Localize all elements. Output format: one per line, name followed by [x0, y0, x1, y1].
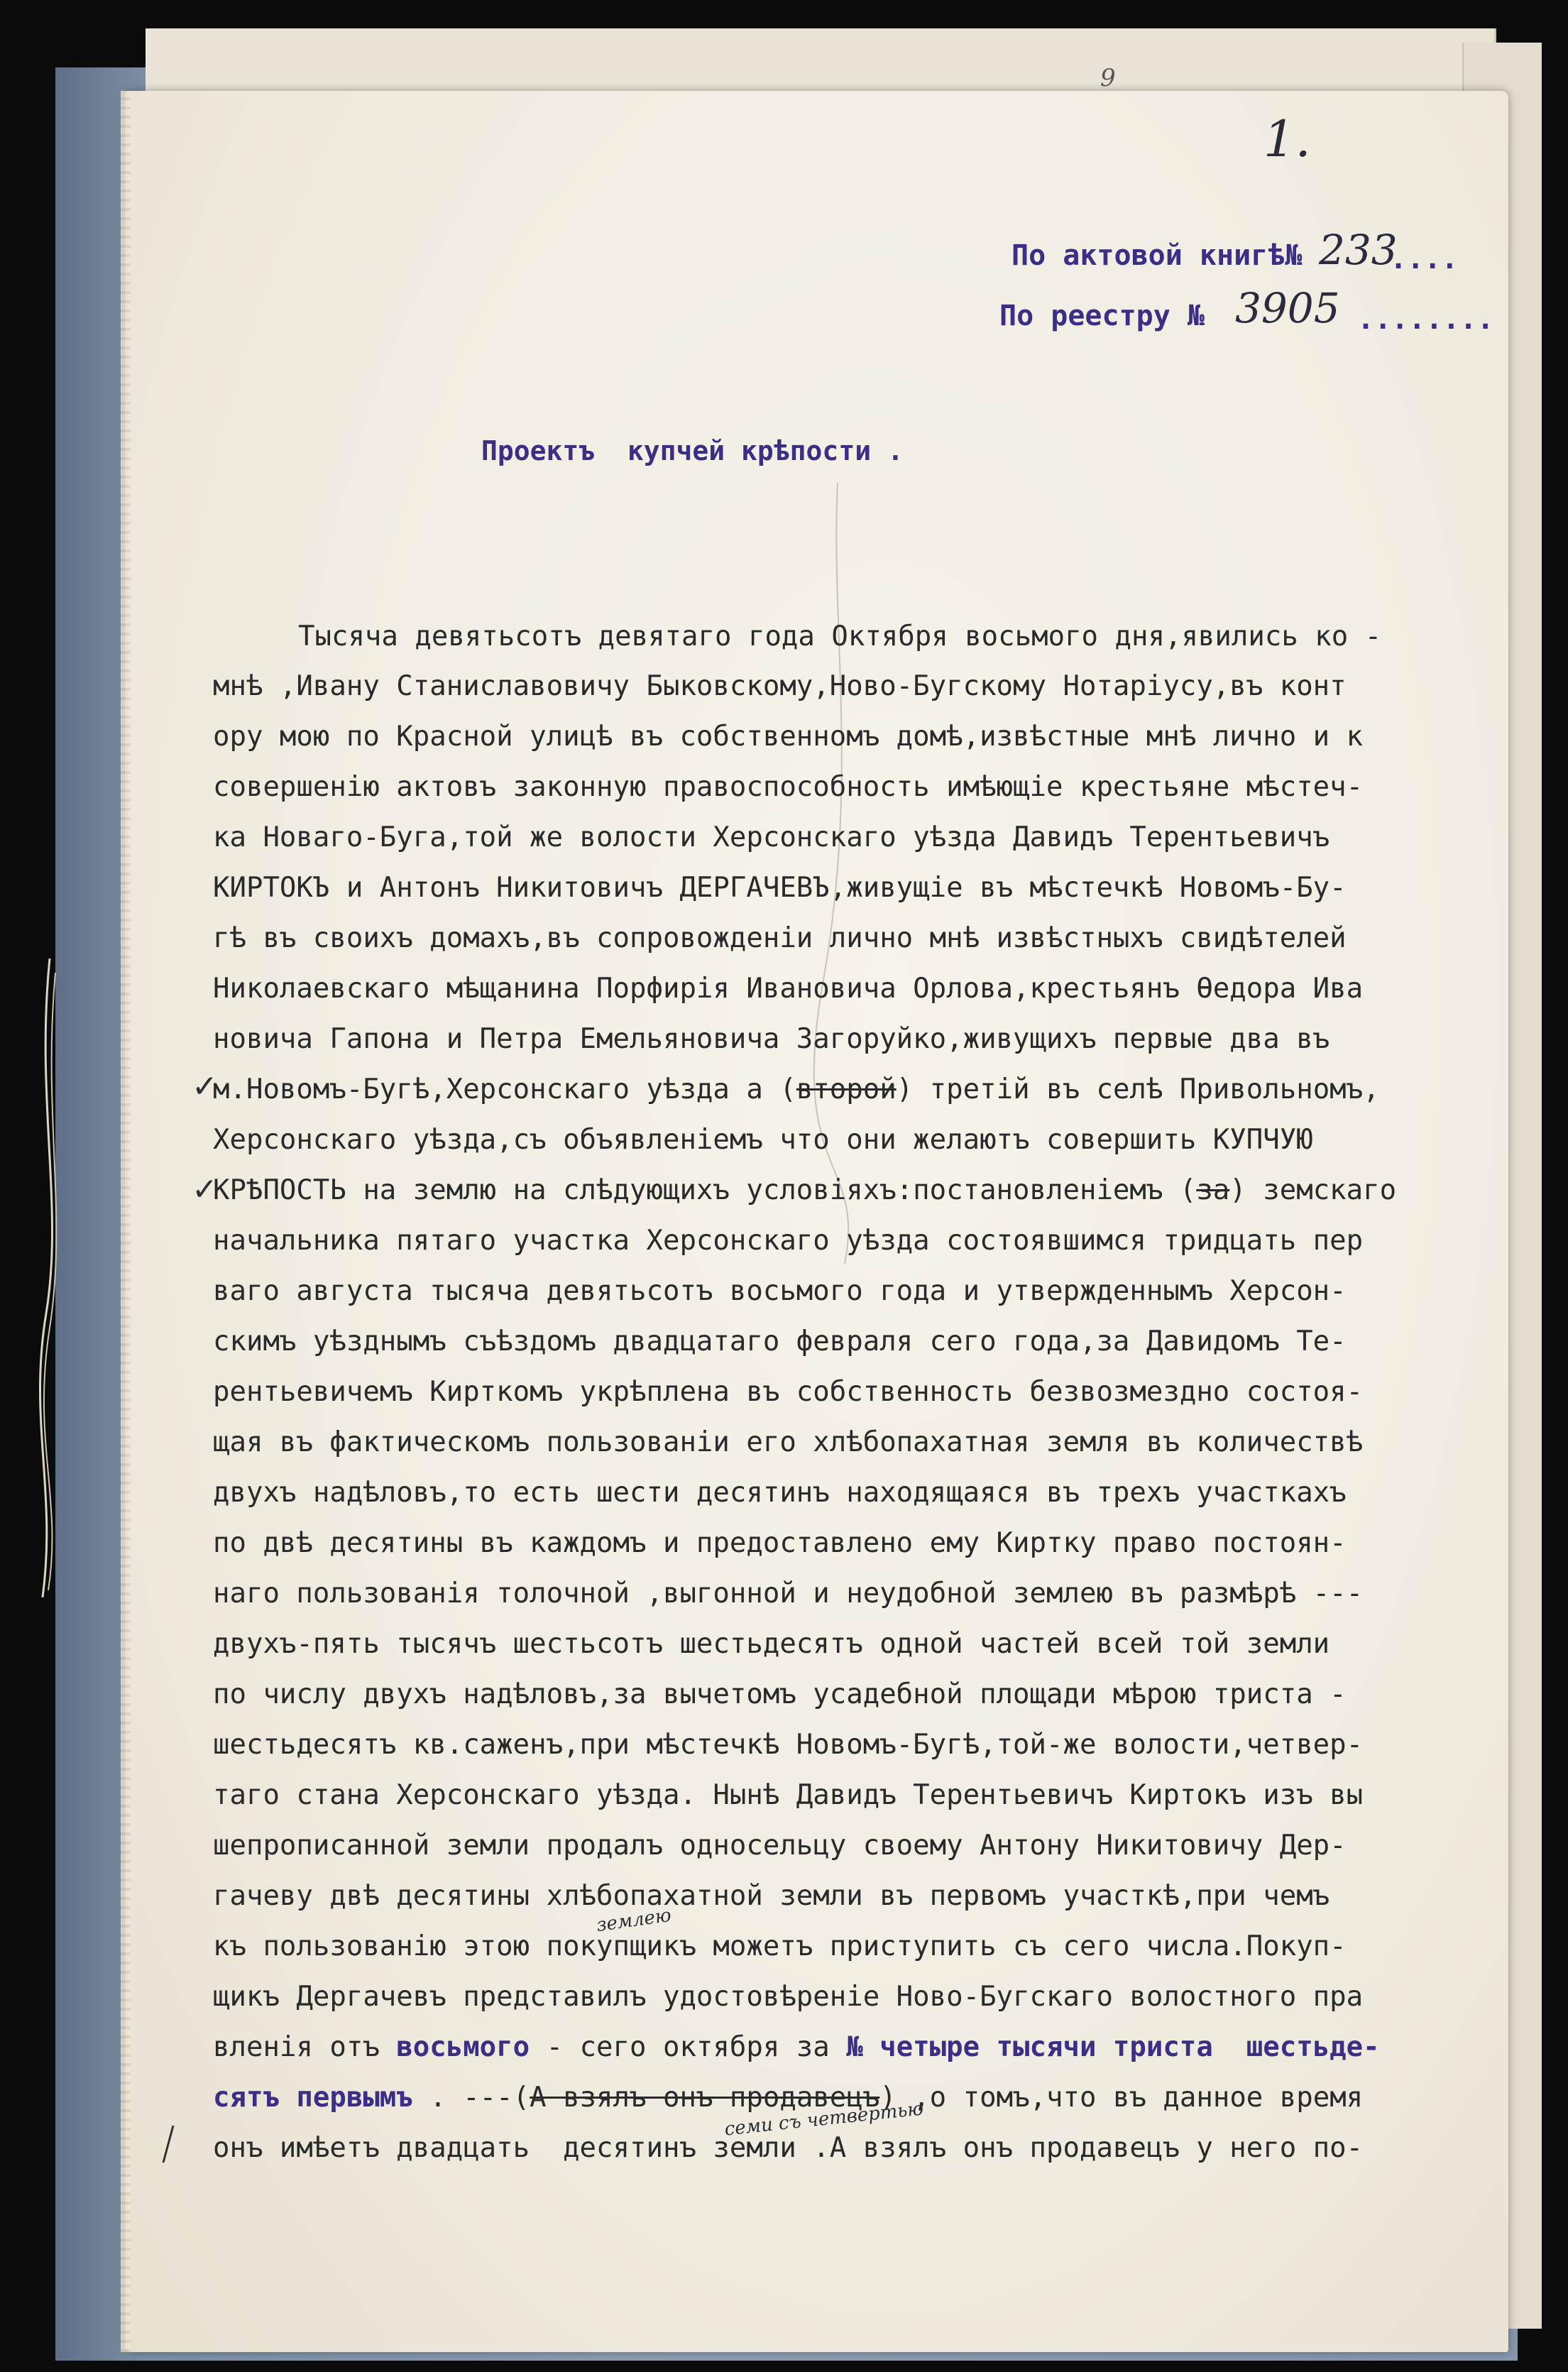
body-line: по двѣ десятины въ каждомъ и предоставлено ему Киртку право постоян-	[213, 1527, 1347, 1559]
body-line: КИРТОКЪ и Антонъ Никитовичъ ДЕРГАЧЕВЪ,живущіе въ мѣстечкѣ Новомъ-Бу-	[213, 872, 1347, 904]
body-line: шепрописанной земли продалъ односельцу своему Антону Никитовичу Дер-	[213, 1830, 1347, 1862]
filled-number: сятъ первымъ	[213, 2082, 413, 2114]
body-line: начальника пятаго участка Херсонскаго уѣзда состоявшимся тридцать пер	[213, 1225, 1364, 1257]
struck-text: второй	[796, 1073, 897, 1105]
text-run: . ---(	[412, 2082, 530, 2114]
body-line	[213, 2084, 1363, 2112]
page-number: 1.	[1263, 110, 1311, 168]
body-line: совершенію актовъ законную правоспособность имѣющіе крестьяне мѣстеч-	[213, 771, 1364, 803]
body-line: рентьевичемъ Кирткомъ укрѣплена въ собственность безвозмездно состоя-	[213, 1376, 1364, 1408]
body-line: Херсонскаго уѣзда,съ объявленіемъ что они желаютъ совершить КУПЧУЮ	[213, 1124, 1313, 1156]
act-book-dots: ....	[1390, 243, 1459, 275]
interlinear-annotation: землею	[595, 1904, 673, 1937]
body-line: ваго августа тысяча девятьсотъ восьмого года и утвержденнымъ Херсон-	[213, 1275, 1347, 1307]
body-line: таго стана Херсонскаго уѣзда. Нынѣ Давидъ Терентьевичъ Киртокъ изъ вы	[213, 1779, 1364, 1811]
body-line: щая въ фактическомъ пользованіи его хлѣбопахатная земля въ количествѣ	[213, 1426, 1364, 1458]
interlinear-annotation: семи съ четвертью	[723, 2098, 925, 2141]
binding-thread	[28, 958, 71, 1597]
filled-number: № четыре тысячи триста шестьде-	[846, 2031, 1380, 2063]
body-line	[213, 2033, 1380, 2062]
text-run: ) земскаго	[1229, 1174, 1397, 1206]
body-line: Николаевскаго мѣщанина Порфирія Ивановича Орлова,крестьянъ Ѳедора Ива	[213, 973, 1364, 1005]
body-line: къ пользованію этою покупщикъ можетъ приступить съ сего числа.Покуп-	[213, 1930, 1347, 1962]
body-line: новича Гапона и Петра Емельяновича Загоруйко,живущихъ первые два въ	[213, 1023, 1330, 1055]
registry-label: По реестру №	[999, 300, 1205, 332]
text-run: - сего октября за	[530, 2031, 847, 2063]
filled-date: восьмого	[396, 2031, 530, 2063]
body-line: скимъ уѣзднымъ съѣздомъ двадцатаго февраля сего года,за Давидомъ Те-	[213, 1326, 1347, 1357]
body-line: двухъ-пять тысячъ шестьсотъ шестьдесятъ одной частей всей той земли	[213, 1628, 1330, 1660]
text-run: ) ,о томъ,что въ данное время	[879, 2082, 1364, 2114]
body-line: двухъ надѣловъ,то есть шести десятинъ находящаяся въ трехъ участкахъ	[213, 1477, 1347, 1509]
document-title: Проектъ купчей крѣпости .	[481, 435, 904, 466]
body-line: шестьдесятъ кв.саженъ,при мѣстечкѣ Новомъ-Бугѣ,той-же волости,четвер-	[213, 1729, 1364, 1761]
pencil-folio-number: 9	[1100, 64, 1116, 92]
pencil-stroke	[781, 483, 894, 1264]
text-run: м.Новомъ-Бугѣ,Херсонскаго уѣзда а (	[213, 1073, 796, 1105]
body-line: онъ имѣетъ двадцать десятинъ земли .А взялъ онъ продавецъ у него по-	[213, 2132, 1364, 2164]
body-line: гачеву двѣ десятины хлѣбопахатной земли въ первомъ участкѣ,при чемъ	[213, 1880, 1330, 1912]
body-line: наго пользованія толочной ,выгонной и неудобной землею въ размѣрѣ ---	[213, 1578, 1364, 1609]
body-line: Тысяча девятьсотъ девятаго года Октября восьмого дня,явились ко -	[298, 621, 1382, 652]
body-line: гѣ въ своихъ домахъ,въ сопровожденіи лично мнѣ извѣстныхъ свидѣтелей	[213, 922, 1347, 954]
text-run: КРѢПОСТЬ на землю на слѣдующихъ условіяхъ:постановленіемъ (	[213, 1174, 1197, 1206]
act-book-number: 233	[1319, 226, 1398, 274]
margin-check-icon: ✓	[192, 1171, 218, 1208]
text-run: ) третій въ селѣ Привольномъ,	[896, 1073, 1380, 1105]
struck-text: за	[1196, 1174, 1230, 1206]
margin-mark-icon	[158, 2123, 179, 2165]
text-run: вленія отъ	[213, 2031, 397, 2063]
body-line: ка Новаго-Буга,той же волости Херсонскаго уѣзда Давидъ Терентьевичъ	[213, 821, 1330, 853]
body-line: щикъ Дергачевъ представилъ удостовѣреніе Ново-Бугскаго волостного пра	[213, 1981, 1364, 2013]
margin-check-icon: ✓	[192, 1069, 218, 1105]
body-line: мнѣ ,Ивану Станиславовичу Быковскому,Ново-Бугскому Нотаріусу,въ конт	[213, 670, 1347, 702]
struck-text: А взялъ онъ продавецъ	[530, 2082, 880, 2114]
act-book-label: По актовой книгѣ№	[1011, 239, 1303, 272]
body-line: ору мою по Красной улицѣ въ собственномъ домѣ,извѣстные мнѣ лично и к	[213, 721, 1364, 753]
registry-number: 3905	[1235, 284, 1340, 332]
registry-dots: ........	[1357, 303, 1494, 336]
body-line: по числу двухъ надѣловъ,за вычетомъ усадебной площади мѣрою триста -	[213, 1678, 1347, 1710]
